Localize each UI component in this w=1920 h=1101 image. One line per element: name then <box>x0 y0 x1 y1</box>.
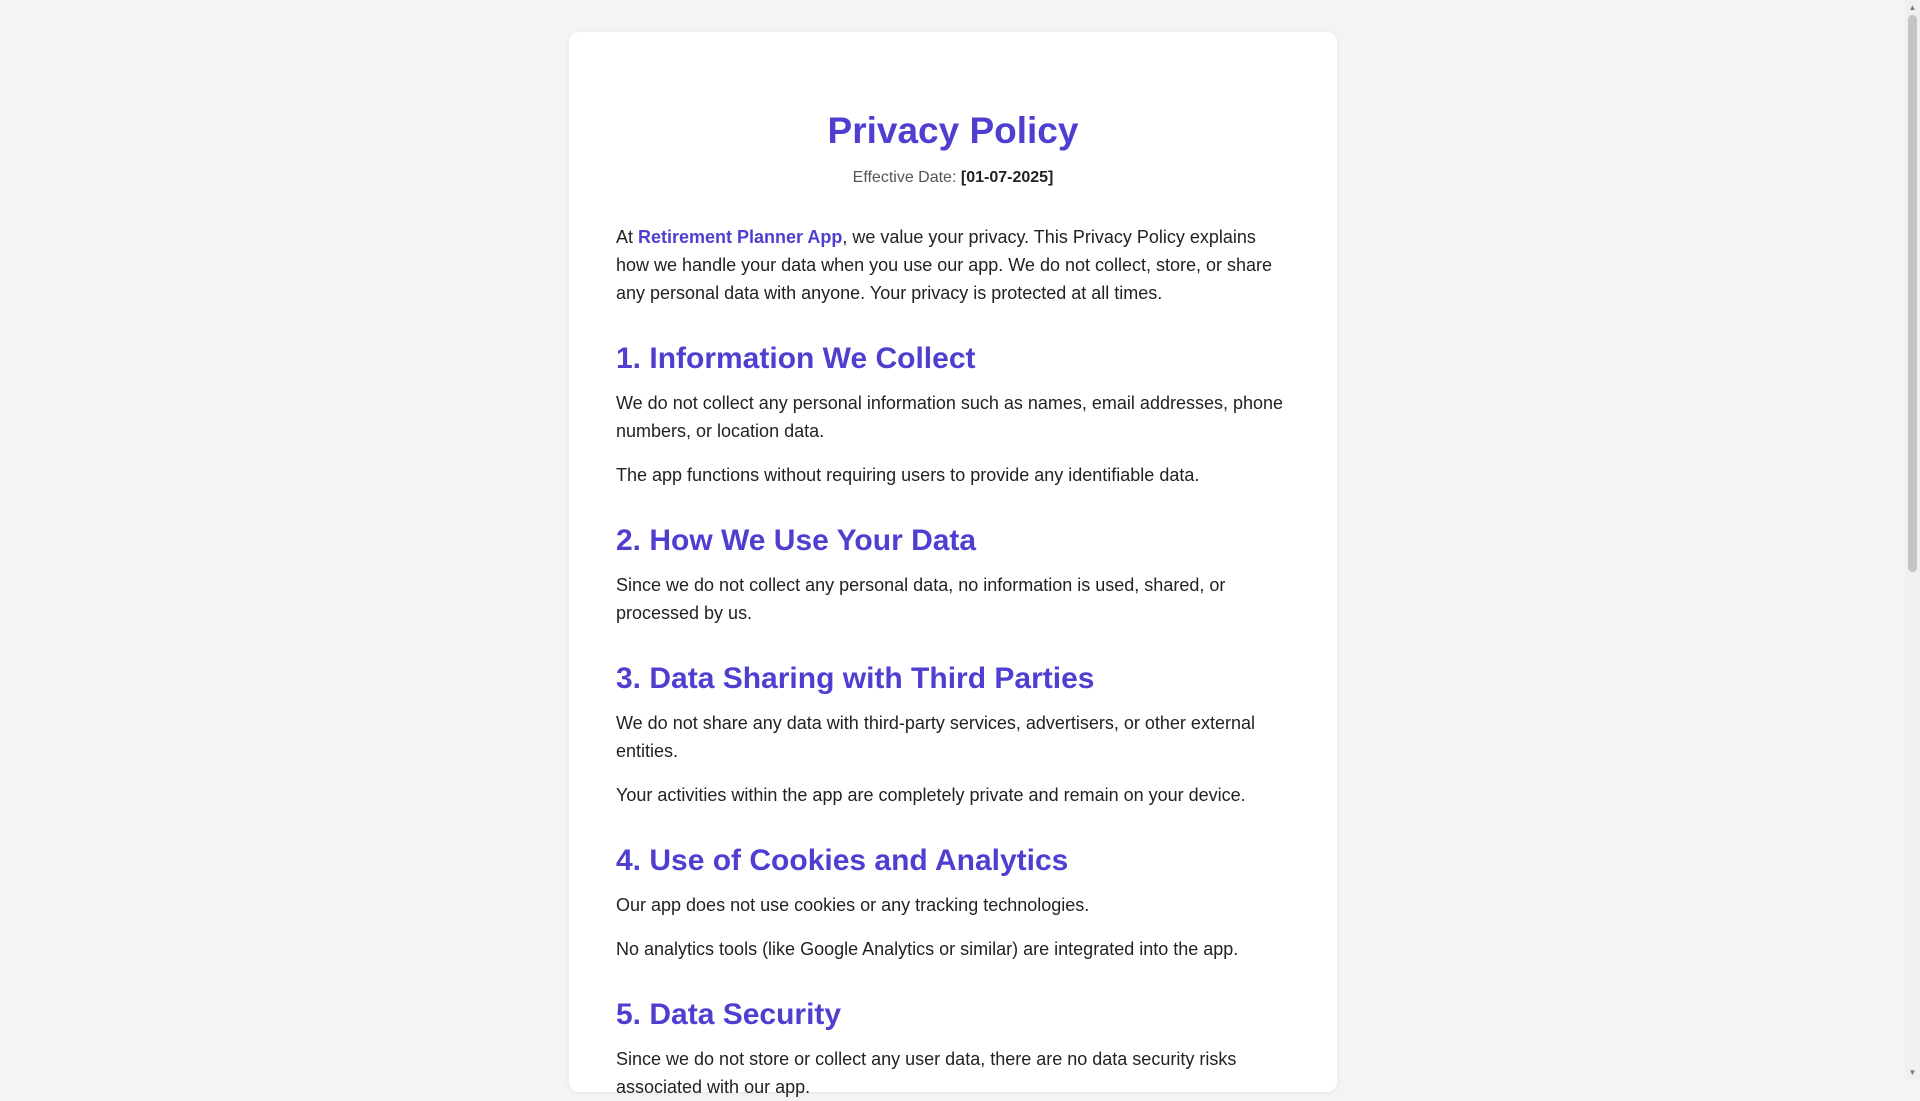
intro-paragraph <box>616 223 1290 307</box>
section-paragraph: No analytics tools (like Google Analytics or similar) are integrated into the app. <box>616 939 1239 959</box>
intro-text: , we value your privacy. This Privacy Policy explains how we handle your data when you use our app. We do not collect, store, or share any personal data with anyone. Your privacy is protected at all times. <box>616 227 1273 303</box>
effective-date-label: Effective Date: <box>852 169 957 186</box>
section-how-we-use-your-data <box>616 523 1290 627</box>
section-heading: 5. Data Security <box>616 998 842 1031</box>
section-paragraph: The app functions without requiring users to provide any identifiable data. <box>616 465 1200 485</box>
section-paragraph: Our app does not use cookies or any tracking technologies. <box>616 895 1090 915</box>
section-paragraph: Since we do not collect any personal data, no information is used, shared, or processed by us. <box>616 575 1226 623</box>
effective-date-value: [01-07-2025] <box>960 169 1054 186</box>
section-heading: 3. Data Sharing with Third Parties <box>616 662 1095 695</box>
effective-date-line <box>616 168 1290 188</box>
scrollbar-thumb[interactable] <box>1908 15 1917 572</box>
section-heading: 2. How We Use Your Data <box>616 524 977 557</box>
section-paragraph: We do not collect any personal information such as names, email addresses, phone numbers, or location data. <box>616 393 1284 441</box>
vertical-scrollbar[interactable] <box>1905 0 1920 1080</box>
chevron-down-icon[interactable]: ▼ <box>1908 1068 1917 1077</box>
section-paragraph: Since we do not store or collect any user data, there are no data security risks associated with our app. <box>616 1049 1237 1097</box>
app-name: Retirement Planner App <box>638 227 843 247</box>
intro-prefix: At <box>616 227 639 247</box>
section-data-sharing <box>616 661 1290 809</box>
section-heading: 4. Use of Cookies and Analytics <box>616 844 1069 877</box>
section-heading: 1. Information We Collect <box>616 342 976 375</box>
section-paragraph: We do not share any data with third-party services, advertisers, or other external entities. <box>616 713 1255 761</box>
section-paragraph: Your activities within the app are completely private and remain on your device. <box>616 785 1246 805</box>
page-title: Privacy Policy <box>827 110 1079 151</box>
policy-card <box>569 32 1337 1097</box>
chevron-up-icon[interactable]: ▲ <box>1908 3 1917 12</box>
section-cookies-and-analytics <box>616 843 1290 963</box>
section-data-security <box>616 997 1290 1101</box>
section-information-we-collect <box>616 341 1290 489</box>
